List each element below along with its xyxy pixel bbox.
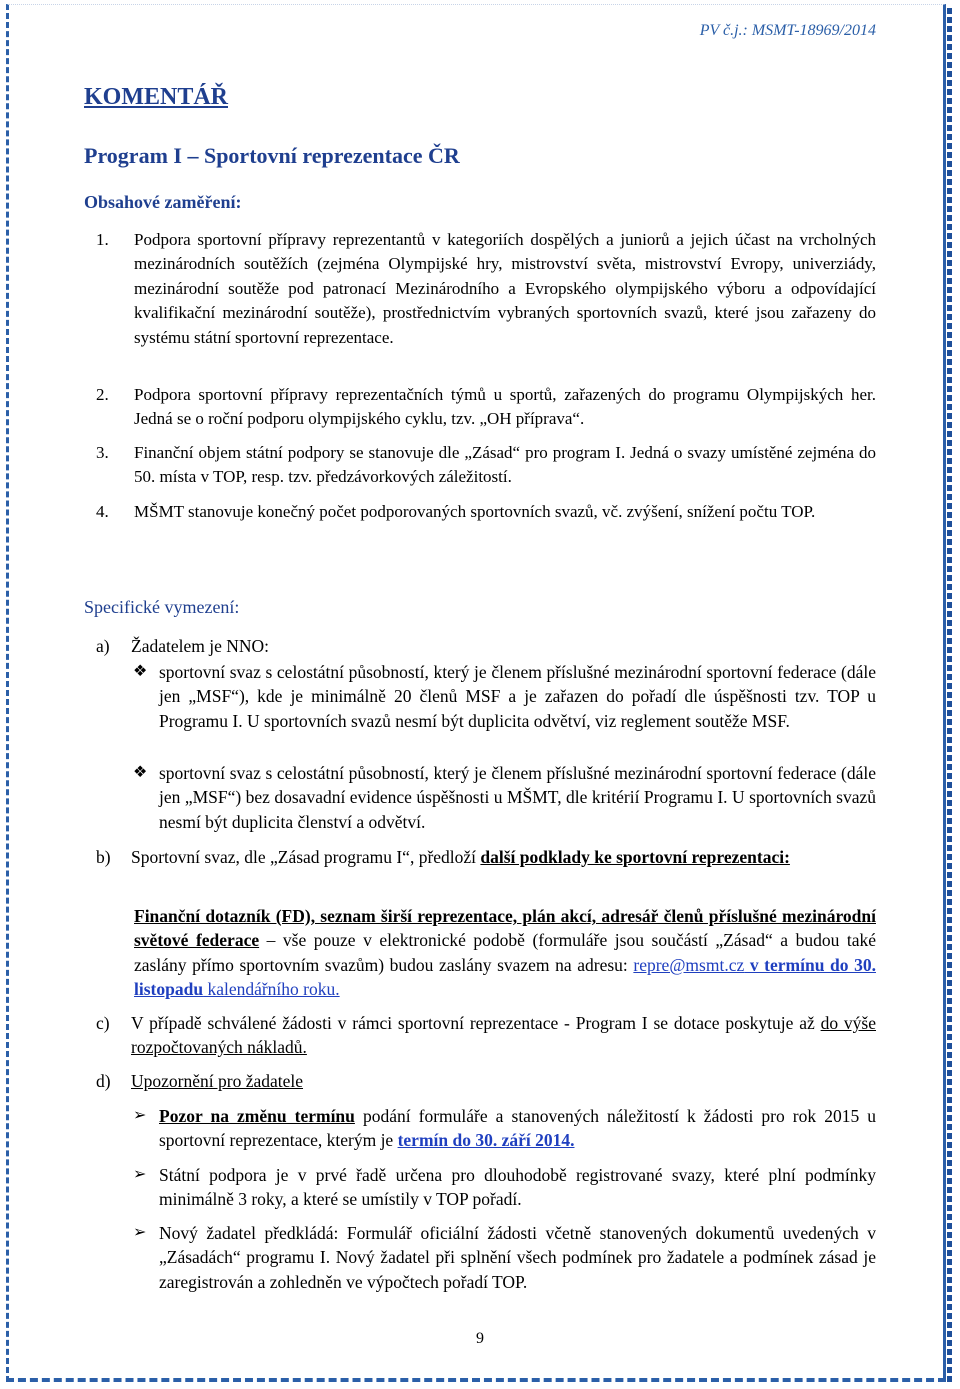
- section-label: a): [96, 636, 110, 656]
- item-text: MŠMT stanovuje konečný počet podporovaných sportovních svazů, vč. zvýšení, snížení počtu TOP.: [134, 502, 816, 521]
- section-text: [131, 1011, 876, 1060]
- section-label: c): [96, 1013, 110, 1033]
- email-link[interactable]: repre@msmt.cz: [633, 954, 745, 975]
- section-d-bullet-3: [133, 1221, 876, 1294]
- bullet-emph: Pozor na změnu termínu: [159, 1106, 355, 1126]
- arrow-bullet-icon: ➢: [133, 1107, 147, 1124]
- item-number: 4.: [96, 502, 109, 521]
- arrow-bullet-icon: ➢: [133, 1166, 147, 1183]
- fd-paragraph: [134, 904, 876, 1002]
- diamond-bullet-icon: ❖: [133, 764, 148, 781]
- item-text: Podpora sportovní přípravy reprezentantů v kategoriích dospělých a juniorů a jejich účast na vrcholných mezinárodních soutěžích (zejména Olympijské hry, mistrovství světa, mistrovství Evropy, univerziády, mezinárodní soutěže pod patronací Mezinárodního a Evropského olympijského výboru a odpovídající kvalifikační mezinárodní soutěže), prostřednictvím vybraných sportovních svazů, které jsou zařazeny do systému státní sportovní reprezentace.: [134, 230, 876, 347]
- content-item-4: [96, 500, 876, 524]
- section-b: [96, 845, 876, 869]
- section-b-emph: další podklady ke sportovní reprezentaci:: [480, 847, 790, 867]
- content-heading: Obsahové zaměření:: [84, 192, 242, 212]
- deadline-suffix: kalendářního roku.: [203, 979, 340, 1000]
- arrow-bullet-icon: ➢: [133, 1224, 147, 1241]
- section-a-bullet-1: [133, 660, 876, 733]
- section-d: [96, 1069, 876, 1093]
- section-c-emph: do výše rozpočtovaných nákladů.: [131, 1013, 876, 1058]
- page-border-shadow: [947, 8, 952, 1383]
- bullet-text: sportovní svaz s celostátní působností, který je členem příslušné mezinárodní sportovní federace (dále jen „MSF“), kde je minimálně 20 členů MSF a je zařazen do pořadí dle úspěšnosti tzv. TOP u Programu I. U sportovních svazů nesmí být duplicita odvětví, viz reglement soutěže MSF.: [159, 662, 876, 731]
- section-text: Upozornění pro žadatele: [131, 1071, 304, 1091]
- section-label: b): [96, 847, 111, 867]
- item-text: Finanční objem státní podpory se stanovuje dle „Zásad“ pro program I. Jedná o svazy umístěné zejména do 50. místa v TOP, resp. tzv. předzávorkových záležitostí.: [134, 443, 876, 487]
- item-number: 1.: [96, 230, 109, 249]
- section-label: d): [96, 1071, 111, 1091]
- bullet-date: termín do 30. září 2014.: [397, 1130, 575, 1151]
- program-title: Program I – Sportovní reprezentace ČR: [84, 143, 460, 168]
- deadline-text: v termínu do 30. listopadu: [134, 954, 876, 1000]
- content-item-1: [96, 228, 876, 350]
- section-d-bullet-1: [133, 1104, 876, 1153]
- fd-emph: Finanční dotazník (FD), seznam širší reprezentace, plán akcí, adresář členů příslušné mezinárodní světové federace: [134, 906, 876, 951]
- section-c: [96, 1011, 876, 1060]
- diamond-bullet-icon: ❖: [133, 663, 148, 680]
- item-number: 2.: [96, 385, 109, 404]
- content-item-2: [96, 383, 876, 432]
- bullet-text: Státní podpora je v prvé řadě určena pro dlouhodobě registrované svazy, které plní podmínky minimálně 3 roky, a které se umístily v TOP pořadí.: [159, 1165, 876, 1210]
- section-text: [131, 845, 876, 869]
- section-text: Žadatelem je NNO:: [131, 636, 270, 656]
- item-number: 3.: [96, 443, 109, 462]
- content-item-3: [96, 441, 876, 490]
- item-text: Podpora sportovní přípravy reprezentačních týmů u sportů, zařazených do programu Olympijských her. Jedná se o roční podporu olympijského cyklu, tzv. „OH příprava“.: [134, 385, 876, 429]
- fd-plain: – vše pouze v elektronické podobě (formuláře jsou součástí „Zásad“ a budou také zaslány přímo sportovním svazům) budou zaslány svazem na adresu:: [134, 930, 876, 975]
- section-b-plain: Sportovní svaz, dle „Zásad programu I“, předloží: [131, 847, 481, 867]
- section-a-bullet-2: [133, 761, 876, 834]
- page-number: 9: [476, 1330, 484, 1347]
- specific-heading: Specifické vymezení:: [84, 597, 240, 617]
- section-d-bullet-2: [133, 1163, 876, 1212]
- document-reference: PV č.j.: MSMT-18969/2014: [699, 22, 876, 39]
- bullet-text: sportovní svaz s celostátní působností, který je členem příslušné mezinárodní sportovní federace (dále jen „MSF“) bez dosavadní evidence úspěšnosti u MŠMT, dle kritérií Programu I. U sportovních svazů nesmí být duplicita členství a odvětví.: [159, 763, 876, 832]
- section-c-plain: V případě schválené žádosti v rámci sportovní reprezentace - Program I se dotace poskytuje až: [131, 1013, 821, 1033]
- bullet-text: [159, 1104, 876, 1153]
- bullet-plain: podání formuláře a stanovených náležitostí k žádosti pro rok 2015 u sportovní reprezentace, kterým je: [159, 1106, 876, 1151]
- bullet-text: Nový žadatel předkládá: Formulář oficiální žádosti včetně stanovených dokumentů uvedených v „Zásadách“ programu I. Nový žadatel při splnění všech podmínek pro žadatele a podmínek zásad je zaregistrován a zohledněn ve výpočtech pořadí TOP.: [159, 1223, 876, 1292]
- section-a: [96, 634, 876, 658]
- page-title: KOMENTÁŘ: [84, 84, 228, 110]
